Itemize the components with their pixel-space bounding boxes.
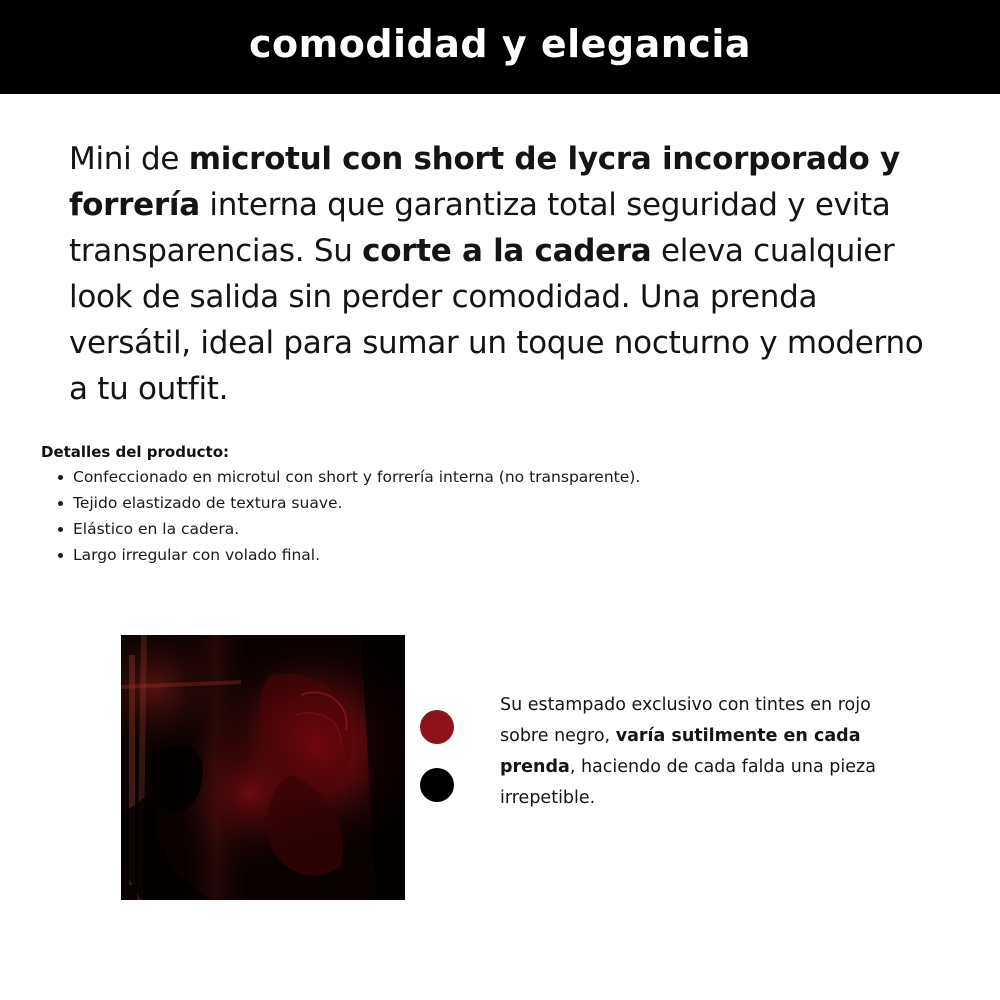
product-description	[69, 136, 929, 412]
print-highlight: varía sutilmente en cada prenda	[500, 726, 861, 777]
list-item	[41, 465, 640, 491]
color-swatch-red[interactable]	[420, 710, 454, 744]
page-title: comodidad y elegancia	[249, 22, 751, 66]
product-photo	[121, 635, 405, 900]
list-item	[41, 517, 640, 543]
list-item-text: Elástico en la cadera.	[73, 520, 240, 538]
color-swatch-black[interactable]	[420, 768, 454, 802]
header-bar	[0, 0, 1000, 94]
intro-text-1: Mini de	[69, 141, 189, 177]
details-heading: Detalles del producto:	[41, 443, 230, 461]
list-item-text: Confeccionado en microtul con short y forrería interna (no transparente).	[73, 468, 641, 486]
intro-text-2: interna que garantiza total seguridad y evita transparencias. Su	[69, 187, 891, 269]
list-item-text: Tejido elastizado de textura suave.	[73, 494, 343, 512]
bullet-icon	[58, 501, 63, 506]
bullet-icon	[58, 527, 63, 532]
details-list	[41, 465, 640, 569]
print-description	[500, 690, 920, 814]
intro-highlight-cut: corte a la cadera	[362, 233, 652, 269]
print-text-2: , haciendo de cada falda una pieza irrepetible.	[500, 757, 876, 808]
bullet-icon	[58, 553, 63, 558]
intro-text-3: eleva cualquier look de salida sin perder comodidad. Una prenda versátil, ideal para sumar un toque nocturno y moderno a tu outfit.	[69, 233, 924, 407]
list-item	[41, 491, 640, 517]
list-item-text: Largo irregular con volado final.	[73, 546, 321, 564]
bullet-icon	[58, 475, 63, 480]
intro-highlight-material: microtul con short de lycra incorporado y forrería	[69, 141, 900, 223]
list-item	[41, 543, 640, 569]
print-text-1: Su estampado exclusivo con tintes en rojo sobre negro,	[500, 695, 871, 746]
